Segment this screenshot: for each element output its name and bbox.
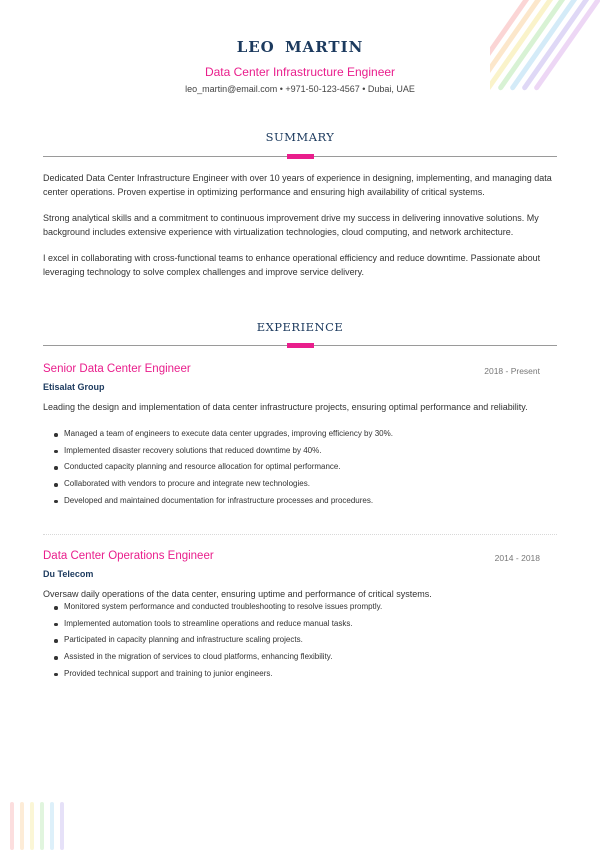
achievement-item: Conducted capacity planning and resource allocation for optimal performance.	[52, 459, 532, 476]
summary-paragraph: Dedicated Data Center Infrastructure Engineer with over 10 years of experience in designing, implementing, and managing data center operations. Proven expertise in optimizing performance and ensuring high availability of critical systems.	[43, 173, 552, 197]
achievement-item: Implemented disaster recovery solutions that reduced downtime by 40%.	[52, 443, 532, 460]
achievement-item: Assisted in the migration of services to cloud platforms, enhancing flexibility.	[52, 649, 532, 666]
job-description: Leading the design and implementation of data center infrastructure projects, ensuring optimal performance and reliability.	[43, 402, 528, 412]
candidate-name: LEO MARTIN	[236, 38, 364, 56]
achievement-item: Managed a team of engineers to execute data center upgrades, improving efficiency by 30%.	[52, 426, 532, 443]
job-company: Du Telecom	[43, 569, 94, 579]
job-dates: 2018 - Present	[484, 366, 540, 376]
achievement-item: Provided technical support and training to junior engineers.	[52, 666, 532, 683]
job-role: Senior Data Center Engineer	[43, 363, 191, 375]
job-separator	[43, 534, 557, 535]
experience-heading: EXPERIENCE	[256, 320, 344, 334]
job-description: Oversaw daily operations of the data center, ensuring uptime and performance of critical systems.	[43, 589, 432, 599]
achievement-item: Monitored system performance and conducted troubleshooting to resolve issues promptly.	[52, 599, 532, 616]
candidate-title: Data Center Infrastructure Engineer	[204, 65, 396, 79]
job-company: Etisalat Group	[43, 382, 105, 392]
contact-info: leo_martin@email.com • +971-50-123-4567 • Dubai, UAE	[185, 84, 415, 94]
achievement-item: Participated in capacity planning and infrastructure scaling projects.	[52, 632, 532, 649]
summary-accent-bar	[287, 154, 314, 159]
summary-heading: SUMMARY	[265, 130, 335, 144]
summary-paragraph: I excel in collaborating with cross-functional teams to enhance operational efficiency and reduce downtime. Passionate about leveraging technology to solve complex challenges and improve service delivery.	[43, 253, 541, 277]
decorative-stripes-bottom	[8, 802, 78, 850]
job-achievements	[52, 426, 532, 510]
achievement-item: Implemented automation tools to streamline operations and reduce manual tasks.	[52, 616, 532, 633]
achievement-item: Developed and maintained documentation for infrastructure processes and procedures.	[52, 493, 532, 510]
job-achievements	[52, 599, 532, 683]
achievement-item: Collaborated with vendors to procure and integrate new technologies.	[52, 476, 532, 493]
summary-paragraph: Strong analytical skills and a commitment to continuous improvement drive my success in delivering innovative solutions. My background includes extensive experience with virtualization technologies, cloud computing, and network architecture.	[43, 213, 539, 237]
experience-accent-bar	[287, 343, 314, 348]
job-dates: 2014 - 2018	[494, 553, 540, 563]
job-role: Data Center Operations Engineer	[43, 550, 214, 562]
